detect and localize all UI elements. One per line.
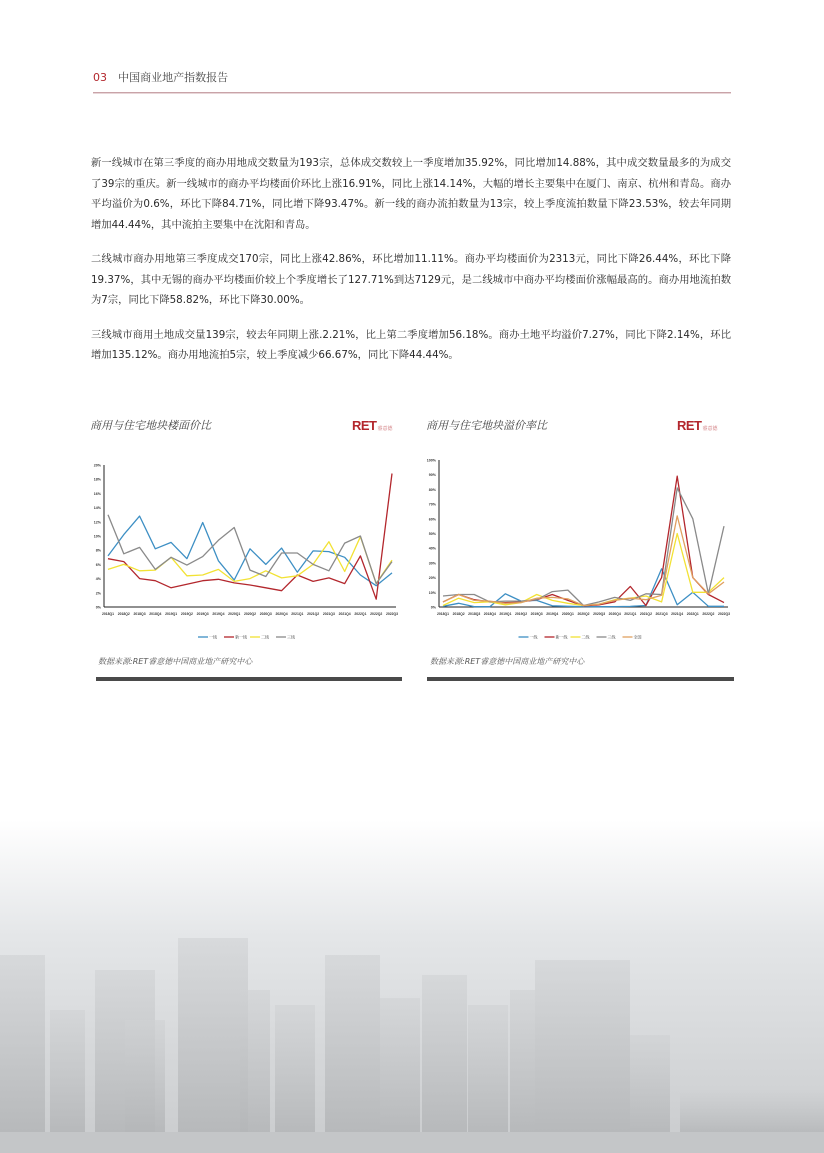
body-text <box>91 153 731 380</box>
x-tick-label: 2018Q2 <box>452 612 465 616</box>
x-tick-label: 2019Q4 <box>546 612 559 616</box>
legend-label: 二线 <box>581 634 590 640</box>
legend-label: 三线 <box>287 634 295 640</box>
x-tick-label: 2019Q3 <box>196 612 209 616</box>
line-chart <box>422 455 740 685</box>
x-tick-label: 2020Q2 <box>243 612 257 616</box>
x-tick-label: 2021Q3 <box>322 612 335 616</box>
x-tick-label: 2020Q3 <box>593 612 606 616</box>
x-tick-label: 2022Q3 <box>385 612 399 616</box>
divider-bar <box>96 677 402 681</box>
paragraph-tier2: 二线城市商办用地第三季度成交170宗，同比上涨42.86%，环比增加11.11%。商办平均楼面价为2313元，同比下降26.44%，环比下降19.37%，其中无锡的商办平均楼面价较上个季度增长了127.71%到达7129元，是二线城市中商办平均楼面价涨幅最高的。商办用地流拍数为7宗，同比下降58.82%，环比下降30.00%。 <box>91 253 731 306</box>
legend-label: 一线 <box>529 634 538 640</box>
x-tick-label: 2018Q4 <box>483 612 496 616</box>
x-tick-label: 2020Q3 <box>259 612 272 616</box>
logo-sub: 睿意德 <box>377 426 393 432</box>
x-tick-label: 2021Q1 <box>624 612 637 616</box>
x-tick-label: 2018Q3 <box>133 612 146 616</box>
data-source: 数据来源:RET睿意德中国商业地产研究中心 <box>98 657 253 666</box>
y-tick-label: 100% <box>426 458 436 463</box>
x-tick-label: 2022Q1 <box>354 612 367 616</box>
y-tick-label: 30% <box>428 561 436 566</box>
x-tick-label: 2020Q4 <box>275 612 288 616</box>
data-source: 数据来源:RET睿意德中国商业地产研究中心 <box>430 657 585 666</box>
city-skyline-background <box>0 820 824 1153</box>
series-line-全国 <box>443 516 724 606</box>
legend-label: 全国 <box>633 634 642 640</box>
y-tick-label: 20% <box>93 463 101 468</box>
y-tick-label: 8% <box>95 548 101 553</box>
y-tick-label: 40% <box>428 546 436 551</box>
y-tick-label: 16% <box>93 491 101 496</box>
logo-text: RET <box>677 418 702 433</box>
series-line-新一线 <box>108 474 392 600</box>
ret-logo <box>352 417 393 435</box>
x-tick-label: 2021Q4 <box>671 612 684 616</box>
legend-label: 新一线 <box>555 634 568 640</box>
legend-label: 二线 <box>261 634 269 640</box>
x-tick-label: 2021Q2 <box>307 612 320 616</box>
x-tick-label: 2021Q2 <box>639 612 652 616</box>
y-tick-label: 12% <box>93 520 101 525</box>
x-tick-label: 2020Q1 <box>561 612 574 616</box>
x-tick-label: 2018Q4 <box>149 612 162 616</box>
y-tick-label: 80% <box>428 487 436 492</box>
y-tick-label: 20% <box>428 576 436 581</box>
x-tick-label: 2021Q1 <box>291 612 304 616</box>
y-tick-label: 70% <box>428 502 436 507</box>
x-tick-label: 2018Q2 <box>117 612 130 616</box>
page-header <box>93 66 731 93</box>
x-tick-label: 2019Q1 <box>165 612 178 616</box>
legend-label: 一线 <box>209 634 217 640</box>
y-tick-label: 18% <box>93 477 101 482</box>
line-chart <box>84 459 402 689</box>
x-tick-label: 2021Q3 <box>655 612 668 616</box>
paragraph-new-tier1: 新一线城市在第三季度的商办用地成交数量为193宗，总体成交数较上一季度增加35.92%，同比增加14.88%，其中成交数量最多的为成交了39宗的重庆。新一线城市的商办平均楼面价环比上涨16.91%，同比上涨14.14%，大幅的增长主要集中在厦门、南京、杭州和青岛。商办平均溢价为0.6%，环比下降84.71%，同比增下降93.47%。新一线的商办流拍数量为13宗，较上季度流拍数量下降23.53%，较去年同期增加44.44%，其中流拍主要集中在沈阳和青岛。 <box>91 157 731 231</box>
y-tick-label: 0% <box>95 605 101 610</box>
y-tick-label: 2% <box>95 591 101 596</box>
chart-title: 商用与住宅地块楼面价比 <box>90 419 211 432</box>
y-tick-label: 4% <box>95 577 101 582</box>
y-tick-label: 14% <box>93 506 101 511</box>
page-number: 03 <box>93 71 107 84</box>
chart-title: 商用与住宅地块溢价率比 <box>426 419 547 432</box>
x-tick-label: 2022Q3 <box>717 612 731 616</box>
x-tick-label: 2020Q2 <box>577 612 590 616</box>
x-tick-label: 2022Q1 <box>686 612 699 616</box>
x-tick-label: 2019Q2 <box>180 612 193 616</box>
legend-label: 三线 <box>607 634 616 640</box>
y-tick-label: 10% <box>428 590 436 595</box>
series-line-二线 <box>443 534 724 606</box>
x-tick-label: 2019Q1 <box>499 612 512 616</box>
logo-text: RET <box>352 418 377 433</box>
y-tick-label: 90% <box>428 473 436 478</box>
x-tick-label: 2018Q1 <box>101 612 115 616</box>
x-tick-label: 2022Q2 <box>702 612 715 616</box>
x-tick-label: 2021Q4 <box>338 612 351 616</box>
legend-label: 新一线 <box>235 634 247 640</box>
x-tick-label: 2019Q4 <box>212 612 225 616</box>
ret-logo <box>677 417 718 435</box>
series-line-新一线 <box>443 476 724 606</box>
paragraph-tier3: 三线城市商用土地成交量139宗，较去年同期上涨.2.21%，比上第二季度增加56.18%。商办土地平均溢价7.27%，同比下降2.14%，环比增加135.12%。商办用地流拍5宗，较上季度减少66.67%，同比下降44.44%。 <box>91 328 731 361</box>
x-tick-label: 2019Q2 <box>515 612 528 616</box>
x-tick-label: 2020Q1 <box>228 612 241 616</box>
x-tick-label: 2018Q3 <box>468 612 481 616</box>
divider-bar <box>427 677 734 681</box>
y-tick-label: 6% <box>95 562 101 567</box>
y-tick-label: 0% <box>430 605 436 610</box>
x-tick-label: 2018Q1 <box>436 612 450 616</box>
chart-premium-ratio <box>426 415 738 685</box>
y-tick-label: 60% <box>428 517 436 522</box>
logo-sub: 睿意德 <box>702 426 718 432</box>
x-tick-label: 2022Q2 <box>370 612 383 616</box>
report-title: 中国商业地产指数报告 <box>118 71 229 84</box>
x-tick-label: 2020Q4 <box>608 612 621 616</box>
y-tick-label: 10% <box>93 534 101 539</box>
chart-floor-price-ratio <box>90 415 408 685</box>
x-tick-label: 2019Q3 <box>530 612 543 616</box>
y-tick-label: 50% <box>428 532 436 536</box>
